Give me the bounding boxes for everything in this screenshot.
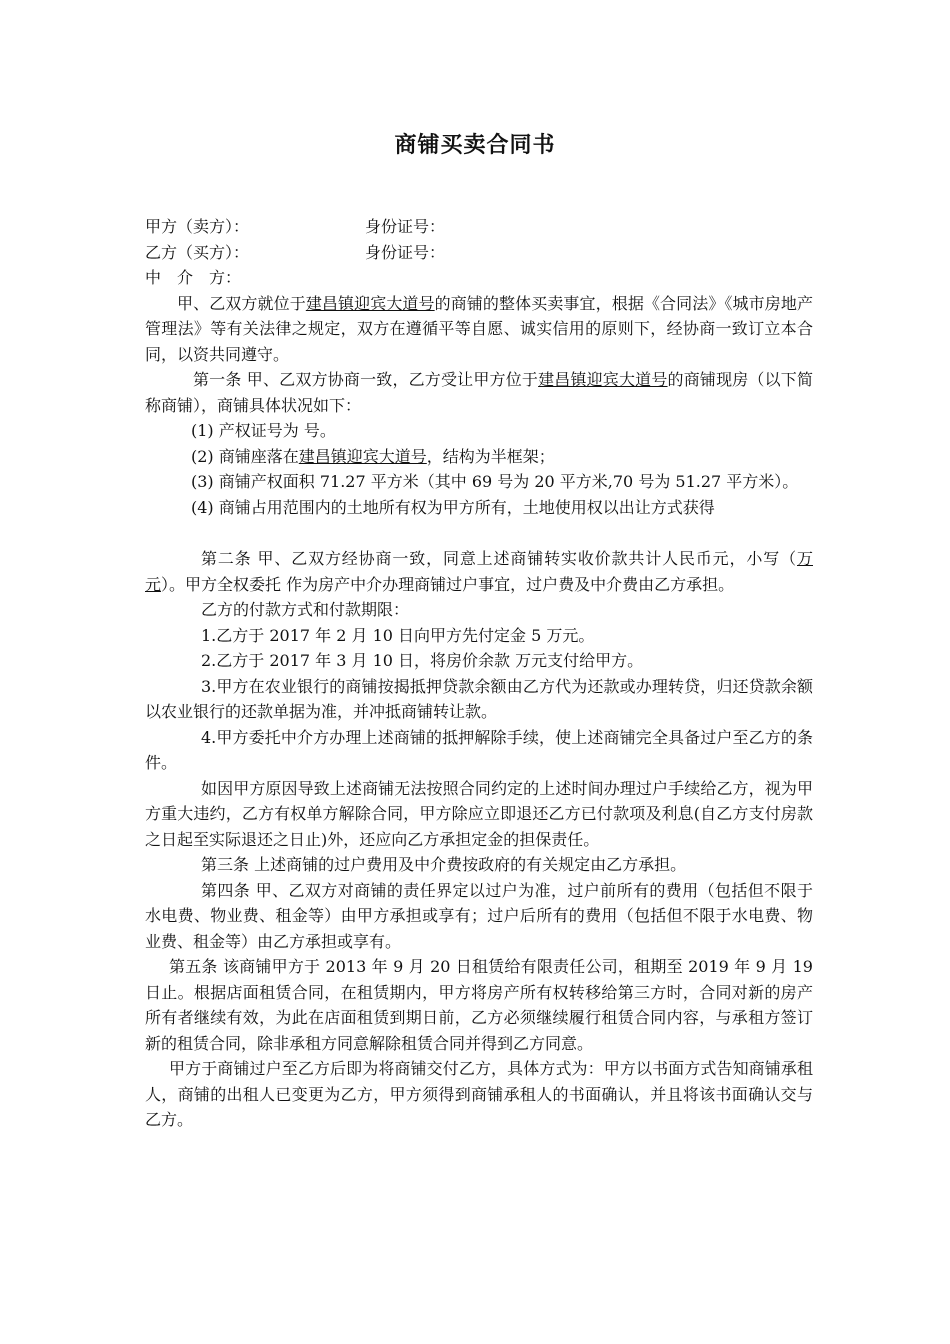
article-1-item-1: (1) 产权证号为 号。 [191,421,336,440]
article-1-item-2 [145,444,813,470]
article-5-paragraph: 第五条 该商铺甲方于 2013 年 9 月 20 日租赁给有限责任公司，租期至 2019 年 9 月 19 日止。根据店面租赁合同，在租赁期内，甲方将房产所有权转移给第三方时，合同对新的房产所有者继续有效，为此在店面租赁到期日前，乙方必须继续履行租赁合同内容，与承租方签订新的租赁合同，除非承租方同意解除租赁合同并得到乙方同意。 [145,957,813,1053]
blank-line [145,520,813,546]
article-1-item-4: (4) 商铺占用范围内的土地所有权为甲方所有，土地使用权以出让方式获得 [191,497,715,517]
intro-text-post: 的商铺的整体买卖事宜，根据《合同法》《城市房地产管理法》等有关法律之规定，双方在遵循平等自愿、诚实信用的原则下，经协商一致订立本合同，以资共同遵守。 [145,293,813,364]
article-2-text-pre: 第二条 甲、乙双方经协商一致，同意上述商铺转实收价款共计人民币元，小写（ [201,549,797,568]
agent-line: 中 介 方： [145,268,242,287]
intro-location: 建昌镇迎宾大道号 [305,293,435,313]
party-b-label: 乙方（买方）： [145,242,250,262]
document-body [145,214,813,1133]
article-1-paragraph [145,367,813,418]
article-1-item-2-location: 建昌镇迎宾大道号 [298,446,427,466]
article-2-paragraph [145,546,813,597]
party-a-id-label: 身份证号： [365,217,446,236]
payment-heading: 乙方的付款方式和付款期限： [201,600,410,619]
article-1-item-2-pre: (2) 商铺座落在 [191,446,299,466]
party-a-label: 甲方（卖方）： [145,217,250,236]
article-4-paragraph: 第四条 甲、乙双方对商铺的责任界定以过户为准，过户前所有的费用（包括但不限于水电费、物业费、租金等）由甲方承担或享有；过户后所有的费用（包括但不限于水电费、物业费、租金等）由乙方承担或享有。 [145,880,813,951]
article-2-text-post: ）。甲方全权委托 作为房产中介办理商铺过户事宜，过户费及中介费由乙方承担。 [161,574,735,594]
intro-paragraph [145,291,813,368]
payment-item-3: 3.甲方在农业银行的商铺按揭抵押贷款余额由乙方代为还款或办理转贷，归还贷款余额以农业银行的还款单据为准，并冲抵商铺转让款。 [145,676,813,721]
article-1-location: 建昌镇迎宾大道号 [538,370,668,389]
party-b-line [145,240,813,266]
article-1-item-3: (3) 商铺产权面积 71.27 平方米（其中 69 号为 20 平方米,70 号为 51.27 平方米）。 [191,472,799,491]
intro-text-pre: 甲、乙双方就位于 [177,293,306,313]
article-3-paragraph: 第三条 上述商铺的过户费用及中介费按政府的有关规定由乙方承担。 [201,855,687,874]
payment-item-4: 4.甲方委托中介方办理上述商铺的抵押解除手续，使上述商铺完全具备过户至乙方的条件。 [145,727,813,772]
party-a-line [145,214,813,240]
document-title: 商铺买卖合同书 [394,132,556,158]
article-1-text-post: 的商铺现房（以下简称商铺），商铺具体状况如下： [145,370,813,415]
article-2-amount-unit: 万元 [145,549,813,594]
payment-item-2: 2.乙方于 2017 年 3 月 10 日，将房价余款 万元支付给甲方。 [201,651,644,670]
article-1-item-2-post: ，结构为半框架； [426,446,555,466]
payment-item-1: 1.乙方于 2017 年 2 月 10 日向甲方先付定金 5 万元。 [201,625,595,645]
delivery-paragraph: 甲方于商铺过户至乙方后即为将商铺交付乙方，具体方式为：甲方以书面方式告知商铺承租人，商铺的出租人已变更为乙方，甲方须得到商铺承租人的书面确认，并且将该书面确认交与乙方。 [145,1059,813,1129]
article-1-text-pre: 第一条 甲、乙双方协商一致，乙方受让甲方位于 [193,370,539,389]
party-b-id-label: 身份证号： [365,242,446,262]
breach-clause: 如因甲方原因导致上述商铺无法按照合同约定的上述时间办理过户手续给乙方，视为甲方重大违约，乙方有权单方解除合同，甲方除应立即退还乙方已付款项及利息(自乙方支付房款之日起至实际退还之日止)外，还应向乙方承担定金的担保责任。 [145,778,813,849]
